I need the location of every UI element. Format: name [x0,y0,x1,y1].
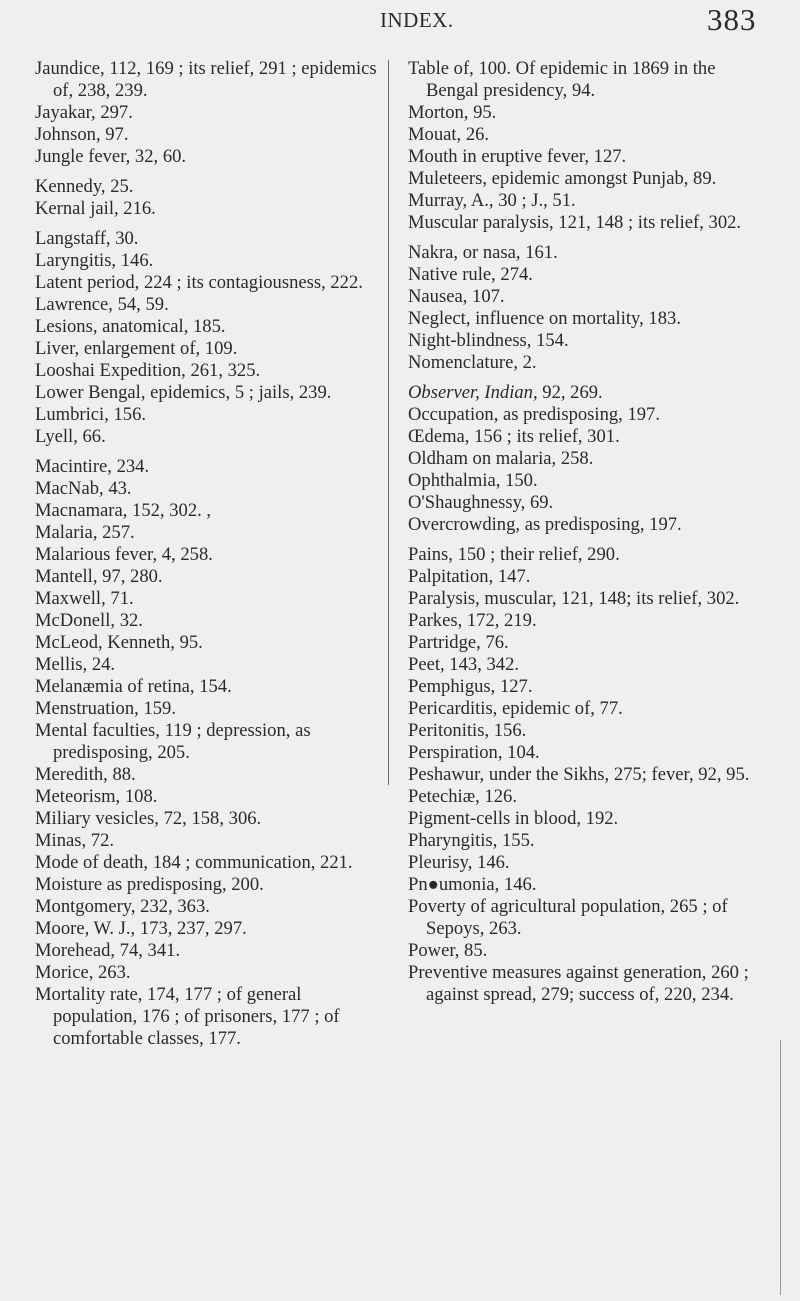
index-entry-text: Macintire, 234. [35,456,150,477]
index-entry [35,338,381,360]
index-entry [35,382,381,404]
index-entry [35,176,381,198]
index-entry-text: Table of, 100. Of epidemic in 1869 in the Bengal presidency, 94. [408,58,716,101]
index-entry [35,764,381,786]
index-entry-text: Mellis, 24. [35,654,116,675]
index-entry-text: Mental faculties, 119 ; depression, as predisposing, 205. [35,720,311,763]
index-entry-text: Pericarditis, epidemic of, 77. [408,698,623,719]
index-entry [408,492,764,514]
index-entry [35,58,381,102]
index-entry-text: Mode of death, 184 ; communication, 221. [35,852,353,873]
index-entry-text: Neglect, influence on mortality, 183. [408,308,681,329]
index-entry-text: Pemphigus, 127. [408,676,533,697]
index-entry [408,212,764,234]
index-column-left [35,58,381,1050]
index-entry [35,962,381,984]
page-header [0,0,800,40]
index-entry-text: Malarious fever, 4, 258. [35,544,213,565]
index-entry [35,830,381,852]
index-entry-text: Overcrowding, as predisposing, 197. [408,514,682,535]
index-entry-text: Lower Bengal, epidemics, 5 ; jails, 239. [35,382,332,403]
index-entry [35,808,381,830]
page-edge-line [780,1040,781,1295]
index-entry-text: Pn●umonia, 146. [408,874,537,895]
index-entry-text: Power, 85. [408,940,488,961]
index-entry [35,566,381,588]
index-entry [408,874,764,896]
index-entry [35,316,381,338]
index-entry [408,448,764,470]
index-entry [408,382,764,404]
index-entry-text: Peet, 143, 342. [408,654,520,675]
index-entry [408,808,764,830]
index-entry [35,896,381,918]
index-entry-text: Nomenclature, 2. [408,352,537,373]
index-entry-text: Partridge, 76. [408,632,509,653]
index-entry [35,940,381,962]
index-entry [35,588,381,610]
index-entry-text: Pharyngitis, 155. [408,830,535,851]
index-entry [35,984,381,1050]
index-entry-text: Johnson, 97. [35,124,129,145]
index-entry [408,896,764,940]
index-entry-text: Lawrence, 54, 59. [35,294,169,315]
index-entry-text: Perspiration, 104. [408,742,540,763]
index-entry-text: Laryngitis, 146. [35,250,154,271]
index-entry-text: Poverty of agricultural population, 265 ; of Sepoys, 263. [408,896,728,939]
index-entry-text: Jaundice, 112, 169 ; its relief, 291 ; epidemics of, 238, 239. [35,58,377,101]
index-entry-text: McDonell, 32. [35,610,143,631]
index-entry-text: Mouth in eruptive fever, 127. [408,146,627,167]
index-entry [408,698,764,720]
index-entry-text: Montgomery, 232, 363. [35,896,210,917]
index-entry-text: Oldham on malaria, 258. [408,448,594,469]
index-entry [408,632,764,654]
index-entry-text: Menstruation, 159. [35,698,176,719]
index-entry [35,632,381,654]
index-entry [35,654,381,676]
index-entry-text: Morice, 263. [35,962,131,983]
index-entry [408,308,764,330]
index-entry [408,544,764,566]
index-entry-text: MacNab, 43. [35,478,132,499]
index-entry [408,676,764,698]
running-title: INDEX. [380,8,454,32]
index-entry [408,190,764,212]
index-entry [35,720,381,764]
index-entry-text: Miliary vesicles, 72, 158, 306. [35,808,262,829]
index-entry [35,676,381,698]
index-entry-text: Jayakar, 297. [35,102,133,123]
index-entry-text: Peritonitis, 156. [408,720,527,741]
index-entry-text: McLeod, Kenneth, 95. [35,632,203,653]
index-entry-text: Paralysis, muscular, 121, 148; its relief, 302. [408,588,740,609]
index-entry [408,830,764,852]
index-entry [35,250,381,272]
index-entry [35,852,381,874]
index-entry-text: Maxwell, 71. [35,588,134,609]
index-entry-text: Muleteers, epidemic amongst Punjab, 89. [408,168,717,189]
index-entry-text: Parkes, 172, 219. [408,610,537,631]
index-entry-text: Macnamara, 152, 302. , [35,500,212,521]
index-entry-text: Muscular paralysis, 121, 148 ; its relief, 302. [408,212,742,233]
index-entry-text: Lumbrici, 156. [35,404,147,425]
index-entry-text: Nakra, or nasa, 161. [408,242,558,263]
index-entry-text: Meteorism, 108. [35,786,158,807]
index-entry [408,352,764,374]
index-entry [408,786,764,808]
index-entry-text: Pains, 150 ; their relief, 290. [408,544,620,565]
index-entry-text: O'Shaughnessy, 69. [408,492,554,513]
index-entry [408,264,764,286]
index-entry [408,852,764,874]
index-entry [408,514,764,536]
index-entry-text: Pleurisy, 146. [408,852,510,873]
index-entry [408,962,764,1006]
index-entry [35,124,381,146]
index-entry [35,456,381,478]
index-entry-text: Night-blindness, 154. [408,330,569,351]
index-entry-text: Meredith, 88. [35,764,136,785]
index-entry-text: Petechiæ, 126. [408,786,517,807]
index-entry [408,588,764,610]
index-entry [408,168,764,190]
index-entry-text: Mantell, 97, 280. [35,566,163,587]
index-entry [35,786,381,808]
column-divider [388,60,389,785]
index-entry-italic: Observer, Indian, [408,382,538,403]
index-entry-text: Morton, 95. [408,102,497,123]
index-entry [408,566,764,588]
index-entry-text: Langstaff, 30. [35,228,139,249]
index-entry [408,654,764,676]
index-entry-text: Palpitation, 147. [408,566,531,587]
index-entry-text: Moore, W. J., 173, 237, 297. [35,918,247,939]
index-entry [408,58,764,102]
index-entry-text: 92, 269. [537,382,603,403]
index-entry-text: Jungle fever, 32, 60. [35,146,187,167]
index-entry [35,146,381,168]
index-entry-text: Native rule, 274. [408,264,533,285]
index-entry [35,272,381,294]
page-number: 383 [707,2,757,37]
index-entry-text: Murray, A., 30 ; J., 51. [408,190,576,211]
index-entry [35,294,381,316]
index-entry [35,500,381,522]
index-entry [408,146,764,168]
index-entry [35,360,381,382]
index-entry [408,764,764,786]
index-entry-text: Nausea, 107. [408,286,505,307]
index-entry [35,698,381,720]
index-entry [35,228,381,250]
index-entry-text: Latent period, 224 ; its contagiousness, 222. [35,272,363,293]
index-entry [35,522,381,544]
index-entry-text: Kernal jail, 216. [35,198,156,219]
index-entry-text: Moisture as predisposing, 200. [35,874,264,895]
index-entry [408,124,764,146]
index-entry-text: Mouat, 26. [408,124,490,145]
index-entry [408,470,764,492]
index-column-right [408,58,764,1006]
index-entry-text: Œdema, 156 ; its relief, 301. [408,426,620,447]
index-entry [35,404,381,426]
index-entry [35,544,381,566]
index-entry [35,874,381,896]
index-entry-text: Lyell, 66. [35,426,106,447]
index-entry-text: Melanæmia of retina, 154. [35,676,232,697]
index-entry-text: Lesions, anatomical, 185. [35,316,226,337]
index-entry [408,286,764,308]
index-entry-text: Preventive measures against generation, 260 ; against spread, 279; success of, 220, 234. [408,962,749,1005]
index-entry [35,102,381,124]
index-entry [35,426,381,448]
index-entry [35,610,381,632]
index-entry [408,720,764,742]
index-entry-text: Occupation, as predisposing, 197. [408,404,661,425]
index-entry [35,478,381,500]
index-entry-text: Kennedy, 25. [35,176,134,197]
index-entry-text: Mortality rate, 174, 177 ; of general population, 176 ; of prisoners, 177 ; of comfortable classes, 177. [35,984,340,1049]
index-entry-text: Looshai Expedition, 261, 325. [35,360,261,381]
index-entry [408,242,764,264]
index-entry [35,198,381,220]
index-entry [408,426,764,448]
index-entry-text: Minas, 72. [35,830,115,851]
index-entry-text: Liver, enlargement of, 109. [35,338,238,359]
index-entry-text: Malaria, 257. [35,522,135,543]
index-entry [408,610,764,632]
index-entry [408,404,764,426]
index-entry-text: Morehead, 74, 341. [35,940,181,961]
index-entry [408,940,764,962]
index-entry [408,330,764,352]
index-entry [408,742,764,764]
index-entry [408,102,764,124]
index-entry-text: Ophthalmia, 150. [408,470,538,491]
index-entry-text: Pigment-cells in blood, 192. [408,808,619,829]
index-entry [35,918,381,940]
index-entry-text: Peshawur, under the Sikhs, 275; fever, 92, 95. [408,764,750,785]
